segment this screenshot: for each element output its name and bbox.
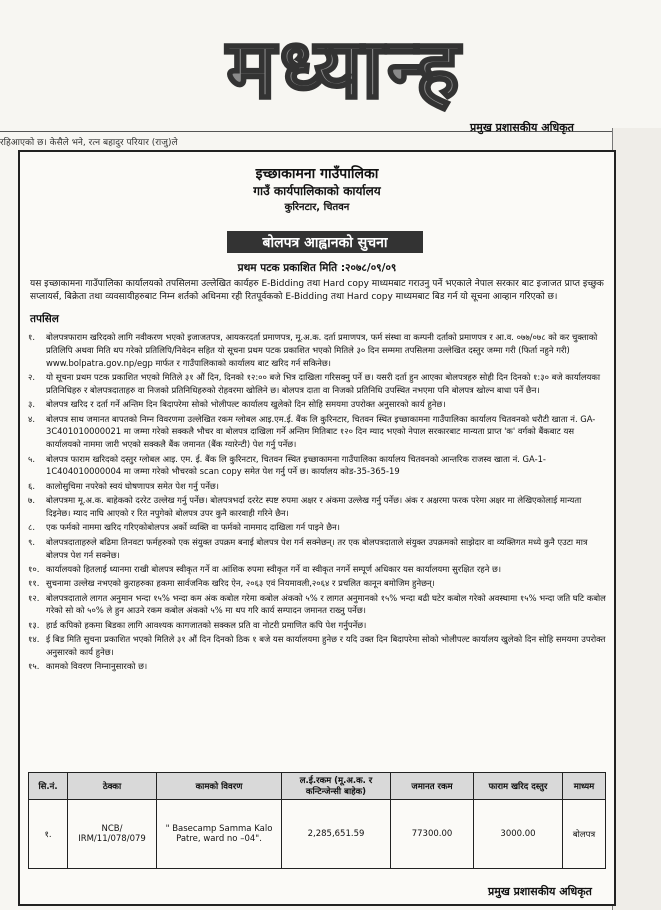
item-number: ९. <box>28 536 36 547</box>
office-name: गाउँ कार्यपालिकाको कार्यालय <box>253 184 381 198</box>
condition-item <box>28 633 606 659</box>
item-number: १. <box>28 332 36 342</box>
item-number: १०. <box>28 563 40 574</box>
condition-item <box>28 413 606 451</box>
item-text: बोलपत्रफाराम खरिदको लागि नवीकरण भएको इजाजतपत्र, आयकरदर्ता प्रमाणपत्र, मू.अ.क. दर्ता प्रमाणपत्र, फर्म संस्था वा कम्पनी दर्ताको प्रमाणपत्र र आ.व. ०७७/०७८ को कर चुक्ताको प्रतिलिपि अथवा मिति थप गरेको प्रतिलिपि/निवेदन सहित यो सूचना प्रथम पटक प्रकाशित भएको मितिले ३० दिन सम्ममा तपसिलमा उल्लेखित दस्तुर जम्मा गरी (फिर्ता नहुने गरी) www.bolpatra.gov.np/egp मार्फत र गाउँपालिकाको कार्यालय बाट खरिद गर्न सकिनेछ। <box>46 332 598 368</box>
table-cell: NCB/ IRM/11/078/079 <box>68 800 157 869</box>
item-text: बोलपत्रदाताले लागत अनुमान भन्दा १५% भन्दा कम अंक कबोल गरेमा कबोल अंकको ५% र लागत अनुमानको १५% भन्दा बढी घटेर कबोल गरेको अवस्थामा १५% भन्दा जति घटि कबोल गरेको सो को ५०% ले हुन आउने रकम कबोल अंकको ५% मा थप गरि कार्य सम्पादन जमानत राख्नु पर्नेछ। <box>46 592 606 616</box>
newspaper-masthead: मध्यान्ह <box>226 22 464 117</box>
item-number: ६. <box>28 480 36 491</box>
table-cell: बोलपत्र <box>563 800 606 869</box>
item-number: १२. <box>28 592 40 603</box>
previous-ad-signature: प्रमुख प्रशासकीय अधिकृत <box>470 121 574 134</box>
conditions-list <box>28 331 606 675</box>
condition-item <box>28 398 606 411</box>
condition-item <box>28 536 606 562</box>
item-number: ५. <box>28 453 36 464</box>
item-text: बोलपत्र साथ जमानत बापतको निम्न विवरणमा उल्लेखित रकम ग्लोबल आइ.एम.ई. बैंक लि कुरिनटार, चितवन स्थित इच्छाकामना गाउँपालिका कार्यालय चितवनको धरौटी खाता नं. GA-3C401010000021 मा जम्मा गरेको सक्कलै भौचर वा बोलपत्र दाखिला गर्ने अन्तिम मितिबाट १२० दिन म्याद भएको नेपाल सरकारबाट मान्यता प्राप्त 'क' वर्गको बैंकबाट यस कार्यालयको नाममा जारी भएको सक्कलै बैंक जमानत (बैंक ग्यारेन्टी) पेश गर्नु पर्नेछ। <box>46 413 596 450</box>
publish-date: प्रथम पटक प्रकाशित मिति :२०७८/०९/०९ <box>237 262 397 274</box>
item-text: यो सूचना प्रथम पटक प्रकाशित भएको मितिले ३१ औं दिन, दिनको १२:०० बजे भित्र दाखिला गरिसक्नु पर्ने छ। यसरी दर्ता हुन आएका बोलपत्रहरु सोही दिन दिनको १:३० बजे कार्यालयका प्रतिनिधिहरु र बोलपत्रदाताहरु वा निजको प्रतिनिधिहरुको रोहवरमा खोलिने छ। बोलपत्र दाता वा निजको प्रतिनिधि उपस्थित नभएमा पनि बोलपत्र खोल्न बाधा पर्ने छैन। <box>46 371 601 395</box>
item-number: २. <box>28 371 36 382</box>
condition-item <box>28 619 606 632</box>
bid-notice-frame <box>18 150 616 906</box>
column-header: जमानत रकम <box>391 773 474 800</box>
item-text: बोलपत्र फाराम खरिदको दस्तुर ग्लोबल आइ. एम. ई. बैंक लि कुरिनटार, चितवन स्थित इच्छाकामना गाउँपालिका कार्यालय चितवनको आन्तरिक राजस्व खाता नं. GA-1-1C404010000004 मा जम्मा गरेको भौचरको scan copy समेत पेश गर्नु पर्ने छ। कार्यालय कोड-35-365-19 <box>46 453 546 477</box>
condition-item <box>28 480 606 493</box>
item-text: कामको विवरण निम्नानुसारको छ। <box>46 661 148 672</box>
condition-item <box>28 521 606 534</box>
table-row <box>29 800 606 869</box>
item-number: ८. <box>28 522 36 533</box>
organization-name: इच्छाकामना गाउँपालिका <box>255 166 379 182</box>
office-location: कुरिनटार, चितवन <box>284 202 350 213</box>
column-header: ठेक्का <box>68 773 157 800</box>
condition-item <box>28 592 606 618</box>
details-heading: तपसिल <box>30 313 59 325</box>
condition-item <box>28 660 606 673</box>
item-text: बोलपत्रमा मू.अ.क. बाहेकको दररेट उल्लेख गर्नु पर्नेछ। बोलपत्रभर्दा दररेट स्पष्ट रुपमा अक्षर र अंकमा उल्लेख गर्नु पर्नेछ। अंक र अक्षरमा फरक परेमा अक्षर मा लेखिएकोलाई मान्यता दिइनेछ। म्याद नाघि आएको र रित नपुगेको बोलपत्र उपर कुनै कारवाही गरिने छैन। <box>46 495 582 518</box>
item-number: १५. <box>28 661 40 672</box>
condition-item <box>28 331 606 369</box>
item-text: बोलपत्र खरिद र दर्ता गर्ने अन्तिम दिन बिदापरेमा सोको भोलीपल्ट कार्यालय खुलेको दिन सोहि समयमा उपरोक्त अनुसारको कार्य हुनेछ। <box>46 399 446 410</box>
condition-item <box>28 577 606 590</box>
item-number: ३. <box>28 399 36 410</box>
table-cell: 3000.00 <box>474 800 563 869</box>
table-cell: 77300.00 <box>391 800 474 869</box>
item-text: एक फर्मको नाममा खरिद गरिएकोबोलपत्र अर्को व्यक्ति वा फर्मको नाममाद दाखिला गर्न पाइने छैन। <box>46 522 340 533</box>
previous-article-snippet: रहिआएको छ। केसैले भने, रत्न बहादुर परियार (राजु)ले <box>0 138 178 148</box>
item-text: ई बिड मिति सुचना प्रकाशित भएको मितिले ३१ औं दिन दिनको ठिक १ बजे यस कार्यालयमा हुनेछ र यदि उक्त दिन बिदापरेमा सोको भोलीपल्ट कार्यालय खुलेको दिन सोहि समयमा उपरोक्त अनुसारको कार्य हुनेछ। <box>46 634 606 658</box>
item-number: ४. <box>28 413 36 424</box>
column-header: फाराम खरिद दस्तुर <box>474 773 563 800</box>
item-text: बोलपत्रदाताहरुले बढिमा तिनवटा फर्महरुको एक संयुक्त उपक्रम बनाई बोलपत्र पेश गर्न सक्नेछन्। तर एक बोलपत्रदाताले संयुक्त उपक्रमको साझेदार वा व्यक्तिगत मध्ये कुनै एउटा मात्र बोलपत्र पेश गर्न सक्नेछ। <box>46 536 588 560</box>
table-cell: १. <box>29 800 68 869</box>
condition-item <box>28 453 606 479</box>
item-text: कालोसुचिमा नपरेको स्वयं घोषणापत्र समेत पेश गर्नु पर्नेछ। <box>46 480 219 491</box>
notice-intro: यस इच्छाकामना गाउँपालिका कार्यालयको तपसिलमा उल्लेखित कार्यहरु E-Bidding तथा Hard copy माध्यमबाट गराउनु पर्ने भएकाले नेपाल सरकार बाट इजाजत प्राप्त इच्छुक सप्लायर्स, बिक्रेता तथा व्यवसायीहरुबाट निम्न शर्तको अधिनमा रही रितपूर्वकको E-Bidding तथा Hard copy माध्यमबाट बिड गर्न यो सूचना आव्हान गरिएको छ। <box>30 279 604 302</box>
table-cell: " Basecamp Samma Kalo Patre, ward no –04". <box>157 800 282 869</box>
column-header: ल.ई.रकम (मू.अ.क. र कन्टिन्जेन्सी बाहेक) <box>282 773 391 800</box>
table-cell: 2,285,651.59 <box>282 800 391 869</box>
item-number: १३. <box>28 619 40 630</box>
item-text: हार्ड कपिको हकमा बिडका लागि आवश्यक कागजातको सक्कल प्रति वा नोटरी प्रमाणित कपि पेश गर्नुपर्नेछ। <box>46 619 367 630</box>
condition-item <box>28 494 606 520</box>
item-number: ७. <box>28 495 36 506</box>
column-header: सि.नं. <box>29 773 68 800</box>
notice-title: बोलपत्र आह्वानको सुचना <box>227 231 423 253</box>
item-text: कार्यालयको हितलाई ध्यानमा राखी बोलपत्र स्वीकृत गर्ने वा आंशिक रुपमा स्वीकृत गर्ने वा स्वीकृत नगर्ने सम्पूर्ण अधिकार यस कार्यालयमा सुरक्षित रहने छ। <box>46 563 502 574</box>
table-header-row <box>29 773 606 800</box>
item-number: ११. <box>28 578 40 589</box>
column-header: माध्यम <box>563 773 606 800</box>
work-details-table <box>28 772 606 869</box>
signature-title: प्रमुख प्रशासकीय अधिकृत <box>488 885 592 898</box>
adjacent-column <box>612 128 661 910</box>
condition-item <box>28 371 606 397</box>
item-text: सुचनामा उल्लेख नभएको कुराहरुका हकमा सार्वजनिक खरिद ऐन, २०६३ एवं नियमावली,२०६४ र प्रचलित कानून बमोजिम हुनेछन्। <box>46 578 435 589</box>
column-header: कामको विवरण <box>157 773 282 800</box>
condition-item <box>28 563 606 576</box>
item-number: १४. <box>28 634 40 645</box>
